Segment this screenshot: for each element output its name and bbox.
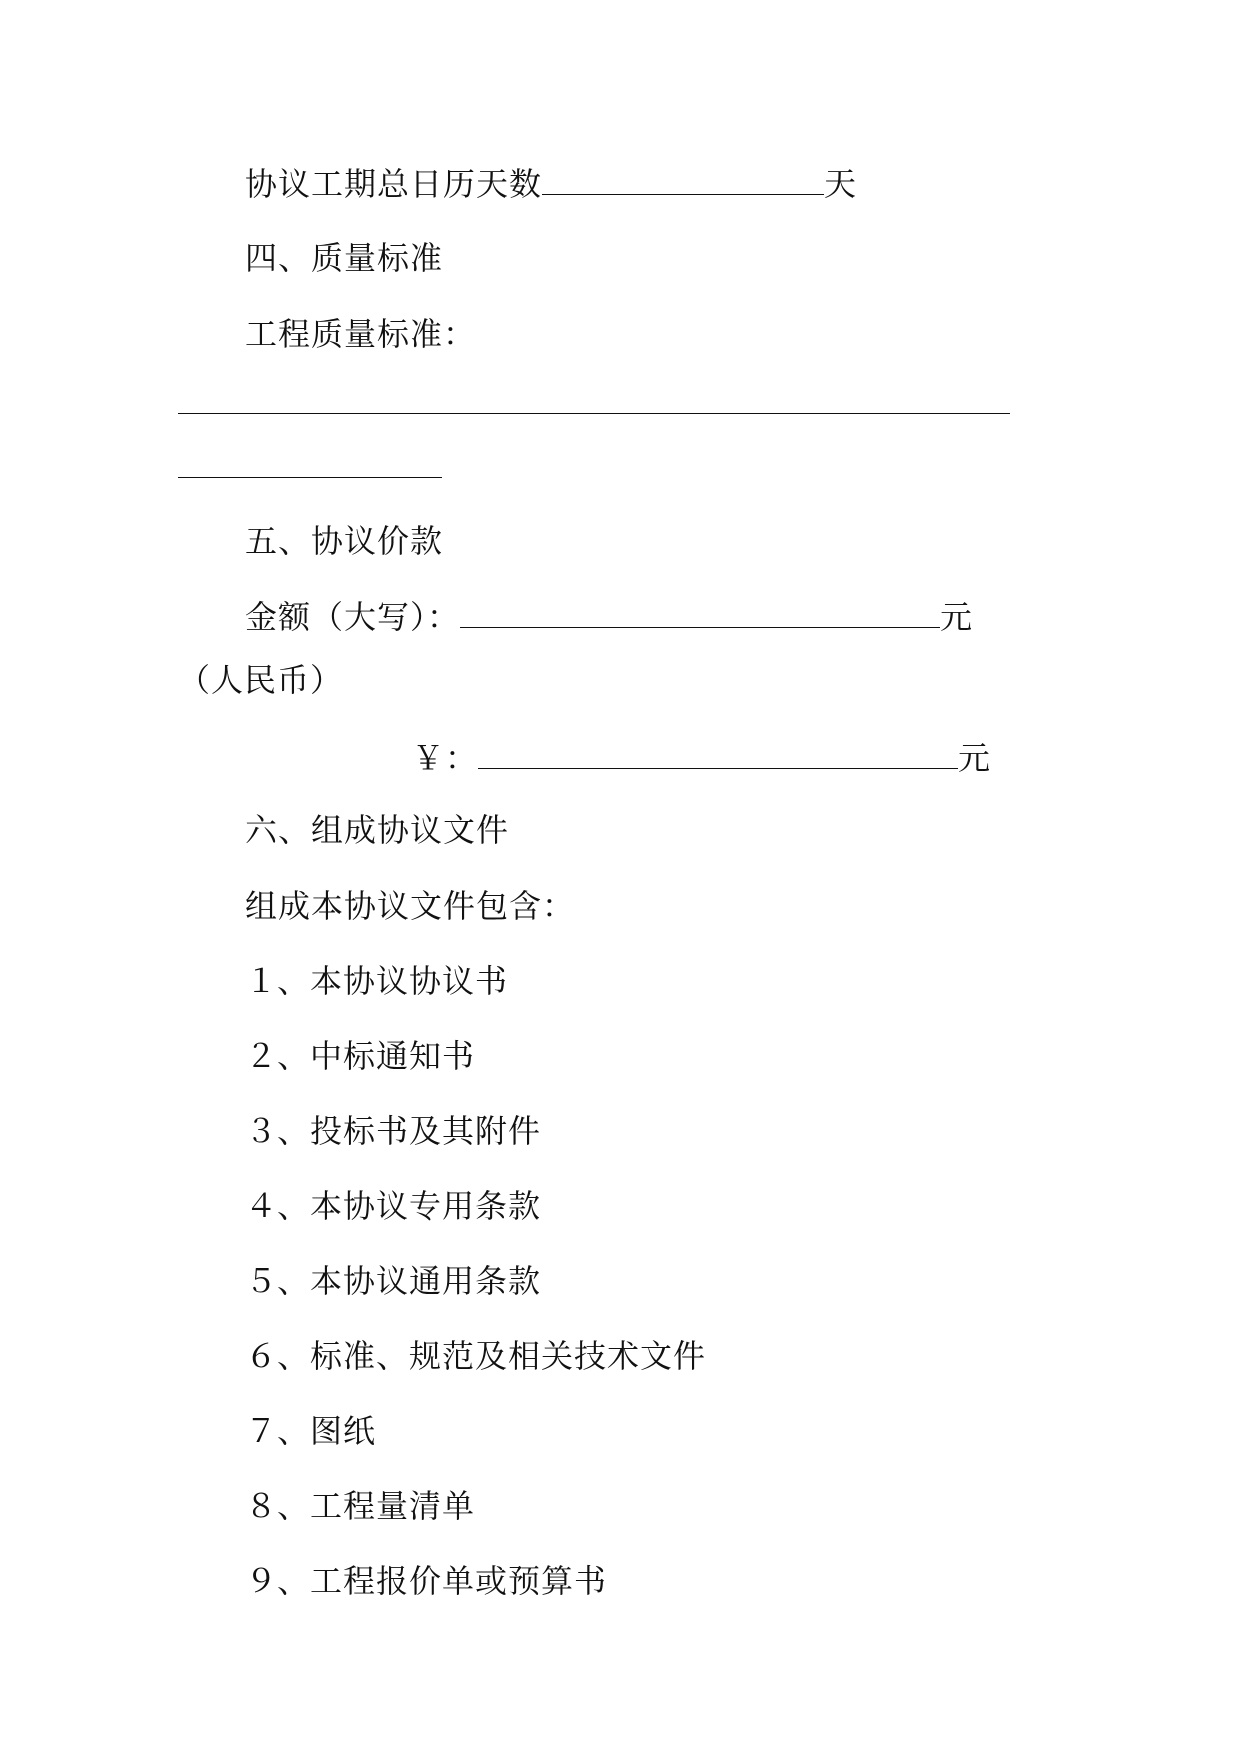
yen-unit: 元: [958, 739, 992, 777]
list-item-text: 、本协议通用条款: [277, 1262, 542, 1300]
section6-intro: 组成本协议文件包含：: [245, 887, 576, 925]
list-item-number: ３: [245, 1112, 278, 1150]
list-item: [245, 961, 508, 1001]
duration-label: 协议工期总日历天数: [245, 165, 543, 203]
list-item: [245, 1486, 475, 1526]
section5-heading: 五、协议价款: [245, 522, 444, 560]
list-item-number: ６: [245, 1337, 278, 1375]
duration-unit: 天: [824, 165, 858, 203]
list-item-text: 、工程报价单或预算书: [277, 1562, 608, 1600]
list-item-number: ９: [245, 1562, 278, 1600]
list-item-number: １: [245, 962, 278, 1000]
duration-line: [245, 164, 857, 204]
list-item-text: 、投标书及其附件: [277, 1112, 542, 1150]
yen-blank[interactable]: [478, 738, 958, 769]
amount-label: 金额（大写）：: [245, 598, 461, 636]
list-item-text: 、本协议协议书: [277, 962, 509, 1000]
list-item-text: 、图纸: [277, 1412, 377, 1450]
list-item: [245, 1411, 376, 1451]
currency-note: （人民币）: [178, 661, 344, 699]
list-item-number: ７: [245, 1412, 278, 1450]
list-item: [245, 1261, 541, 1301]
section6-heading: 六、组成协议文件: [245, 811, 510, 849]
amount-line: [245, 597, 973, 637]
list-item: [245, 1186, 541, 1226]
section4-heading: 四、质量标准: [245, 239, 444, 277]
quality-standard-blank-2[interactable]: [178, 477, 442, 478]
quality-standard-blank-1[interactable]: [178, 413, 1010, 414]
list-item-text: 、本协议专用条款: [277, 1187, 542, 1225]
list-item: [245, 1336, 706, 1376]
list-item-text: 、标准、规范及相关技术文件: [277, 1337, 707, 1375]
amount-blank[interactable]: [460, 597, 940, 628]
yen-label: ￥：: [412, 739, 479, 777]
list-item-text: 、中标通知书: [277, 1037, 476, 1075]
list-item-number: ５: [245, 1262, 278, 1300]
quality-standard-label: 工程质量标准：: [245, 315, 477, 353]
list-item-number: ８: [245, 1487, 278, 1525]
list-item: [245, 1111, 541, 1151]
amount-unit: 元: [940, 598, 974, 636]
duration-blank[interactable]: [542, 164, 824, 195]
list-item-text: 、工程量清单: [277, 1487, 476, 1525]
list-item: [245, 1036, 475, 1076]
yen-line: [412, 738, 991, 778]
list-item-number: ４: [245, 1187, 278, 1225]
list-item-number: ２: [245, 1037, 278, 1075]
list-item: [245, 1561, 607, 1601]
